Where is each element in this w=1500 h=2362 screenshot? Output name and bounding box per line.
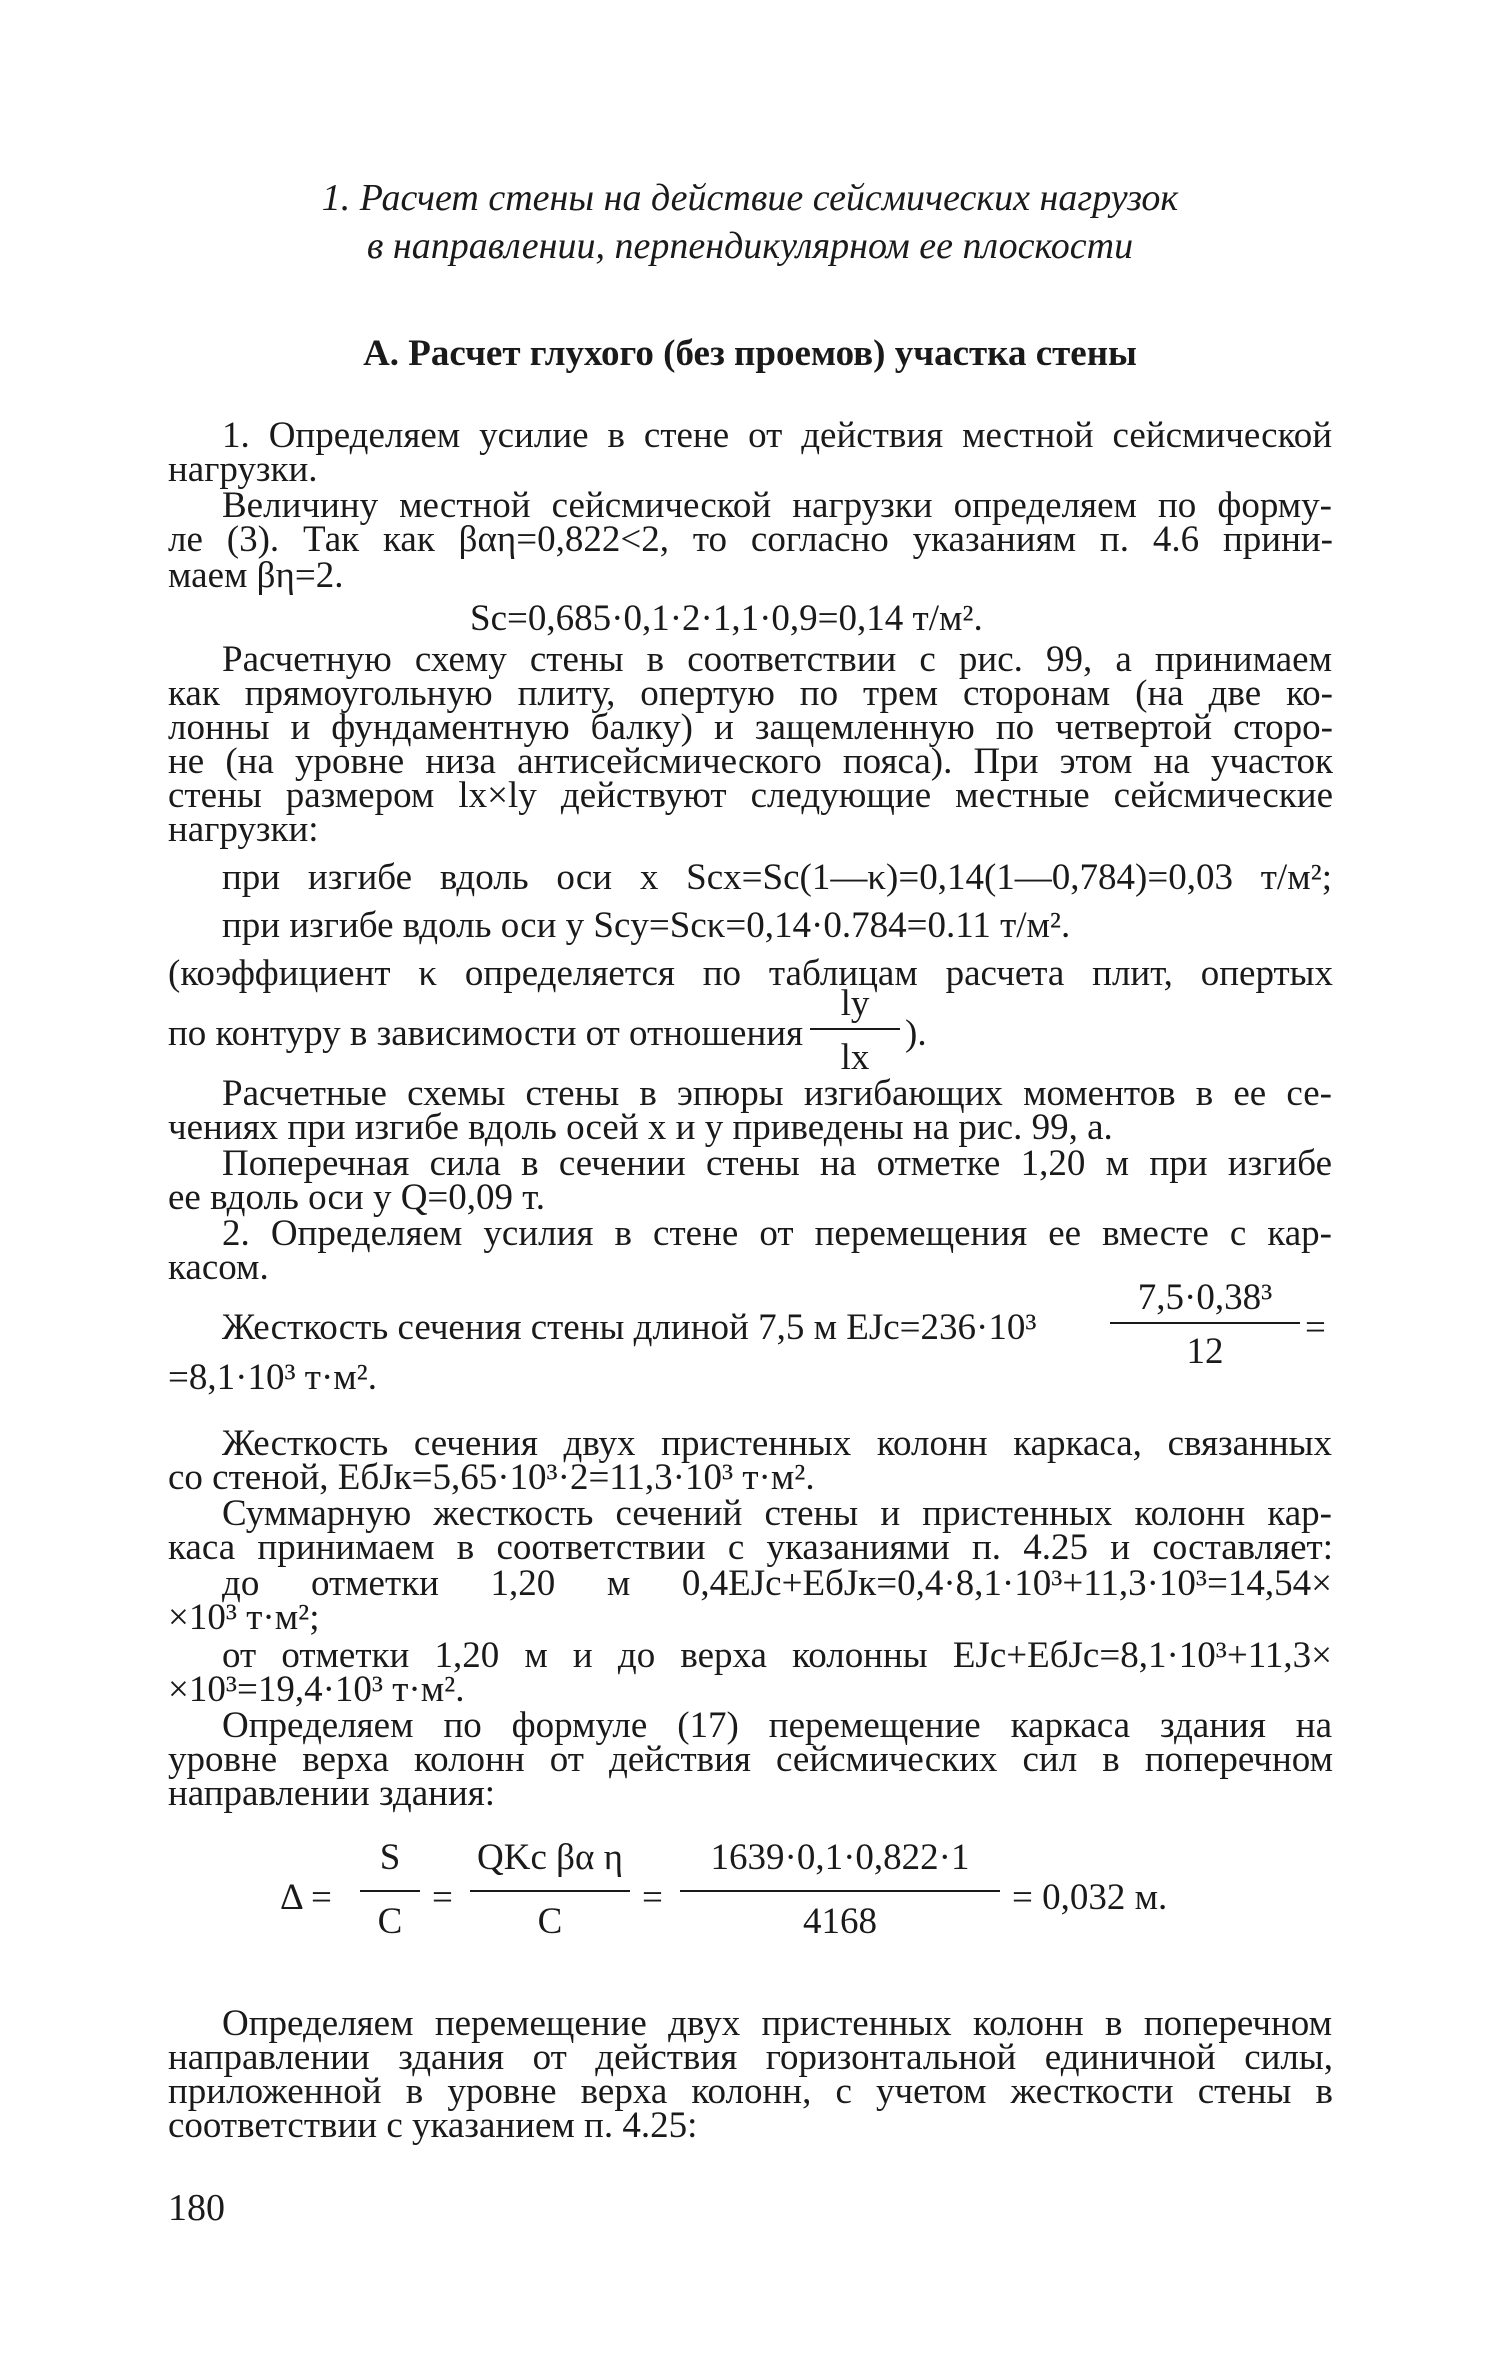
text-line: Поперечная сила в сечении стены на отметке 1,20 м при изгибе: [222, 1143, 1332, 1184]
ratio-denominator: lx: [840, 1037, 870, 1078]
page-number: 180: [168, 2187, 225, 2229]
text-line: ее вдоль оси y Q=0,09 т.: [168, 1177, 545, 1218]
formula-line: Жесткость сечения стены длиной 7,5 м EJc=236·10³: [222, 1307, 1037, 1348]
text-line: 1. Определяем усилие в стене от действия местной сейсмической: [222, 415, 1332, 456]
text-line: ле (3). Так как βαη=0,822<2, то согласно указаниям п. 4.6 прини-: [168, 519, 1333, 560]
formula-line: =8,1·10³ т·м².: [168, 1357, 378, 1398]
text-line: ).: [905, 1013, 927, 1054]
text-line: ×10³=19,4·10³ т·м².: [168, 1669, 465, 1710]
text-line: со стеной, EбJк=5,65·10³·2=11,3·10³ т·м².: [168, 1457, 815, 1498]
section-heading-line-2: в направлении, перпендикулярном ее плоскости: [366, 225, 1134, 267]
text-line: стены размером lx×ly действуют следующие местные сейсмические: [168, 775, 1333, 816]
formula-f3-numerator: 1639·0,1·0,822·1: [710, 1837, 970, 1878]
text-line: Величину местной сейсмической нагрузки определяем по форму-: [222, 485, 1332, 526]
ratio-fraction-line: [810, 1028, 900, 1030]
section-heading-line-1: 1. Расчет стены на действие сейсмических нагрузок: [321, 177, 1179, 219]
subsection-heading: А. Расчет глухого (без проемов) участка стены: [363, 333, 1137, 374]
text-line: нагрузки.: [168, 449, 318, 490]
text-line: Расчетную схему стены в соответствии с рис. 99, а принимаем: [222, 639, 1332, 680]
text-line: до отметки 1,20 м 0,4EJc+EбJк=0,4·8,1·10³+11,3·10³=14,54×: [222, 1563, 1332, 1604]
formula-f1-line: [360, 1890, 420, 1892]
formula-equals: =: [432, 1877, 453, 1918]
stiffness-numerator: 7,5·0,38³: [1137, 1277, 1273, 1318]
ratio-numerator: ly: [840, 983, 870, 1024]
text-line: 2. Определяем усилия в стене от перемещения ее вместе с кар-: [222, 1213, 1332, 1254]
formula-f3-denominator: 4168: [803, 1901, 877, 1942]
text-line: Жесткость сечения двух пристенных колонн каркаса, связанных: [222, 1423, 1332, 1464]
stiffness-denominator: 12: [1186, 1331, 1224, 1372]
text-line: направлении здания:: [168, 1773, 496, 1814]
stiffness-fraction-line: [1110, 1322, 1300, 1324]
text-line: по контуру в зависимости от отношения: [168, 1013, 804, 1054]
text-line: не (на уровне низа антисейсмического пояса). При этом на участок: [168, 741, 1333, 782]
text-line: приложенной в уровне верха колонн, с учетом жесткости стены в: [168, 2071, 1333, 2112]
text-line: от отметки 1,20 м и до верха колонны EJc+EбJc=8,1·10³+11,3×: [222, 1635, 1332, 1676]
formula-line: Sс=0,685·0,1·2·1,1·0,9=0,14 т/м².: [470, 598, 983, 639]
formula-lhs: Δ =: [280, 1877, 332, 1918]
formula-result: = 0,032 м.: [1012, 1877, 1168, 1918]
text-line: лонны и фундаментную балку) и защемленную по четвертой сторо-: [168, 707, 1333, 748]
formula-f1-numerator: S: [379, 1837, 401, 1878]
text-line: Определяем по формуле (17) перемещение каркаса здания на: [222, 1705, 1332, 1746]
formula-line: при изгибе вдоль оси y Sсy=Sсκ=0,14·0.784=0.11 т/м².: [222, 905, 1071, 946]
formula-f2-denominator: C: [537, 1901, 563, 1942]
text-line: нагрузки:: [168, 809, 319, 850]
text-line: ×10³ т·м²;: [168, 1597, 320, 1638]
text-line: направлении здания от действия горизонтальной единичной силы,: [168, 2037, 1333, 2078]
formula-equals: =: [642, 1877, 663, 1918]
formula-f3-line: [680, 1890, 1000, 1892]
formula-line: при изгибе вдоль оси x Sсx=Sс(1—κ)=0,14(1—0,784)=0,03 т/м²;: [222, 857, 1332, 898]
text-line: касом.: [168, 1247, 269, 1288]
text-line: уровне верха колонн от действия сейсмических сил в поперечном: [168, 1739, 1333, 1780]
text-line: соответствии с указанием п. 4.25:: [168, 2105, 698, 2146]
formula-f2-line: [470, 1890, 630, 1892]
text-line: Расчетные схемы стены в эпюры изгибающих моментов в ее се-: [222, 1073, 1332, 1114]
formula-f1-denominator: C: [377, 1901, 403, 1942]
text-line: Суммарную жесткость сечений стены и пристенных колонн кар-: [222, 1493, 1332, 1534]
text-line: (коэффициент κ определяется по таблицам расчета плит, опертых: [168, 953, 1333, 994]
text-line: маем βη=2.: [168, 555, 344, 596]
text-line: каса принимаем в соответствии с указаниями п. 4.25 и составляет:: [168, 1527, 1333, 1568]
formula-line: =: [1305, 1307, 1326, 1348]
text-line: как прямоугольную плиту, опертую по трем сторонам (на две ко-: [168, 673, 1333, 714]
text-line: Определяем перемещение двух пристенных колонн в поперечном: [222, 2003, 1332, 2044]
formula-f2-numerator: QKc βα η: [477, 1837, 623, 1878]
text-line: чениях при изгибе вдоль осей x и y приведены на рис. 99, а.: [168, 1107, 1113, 1148]
